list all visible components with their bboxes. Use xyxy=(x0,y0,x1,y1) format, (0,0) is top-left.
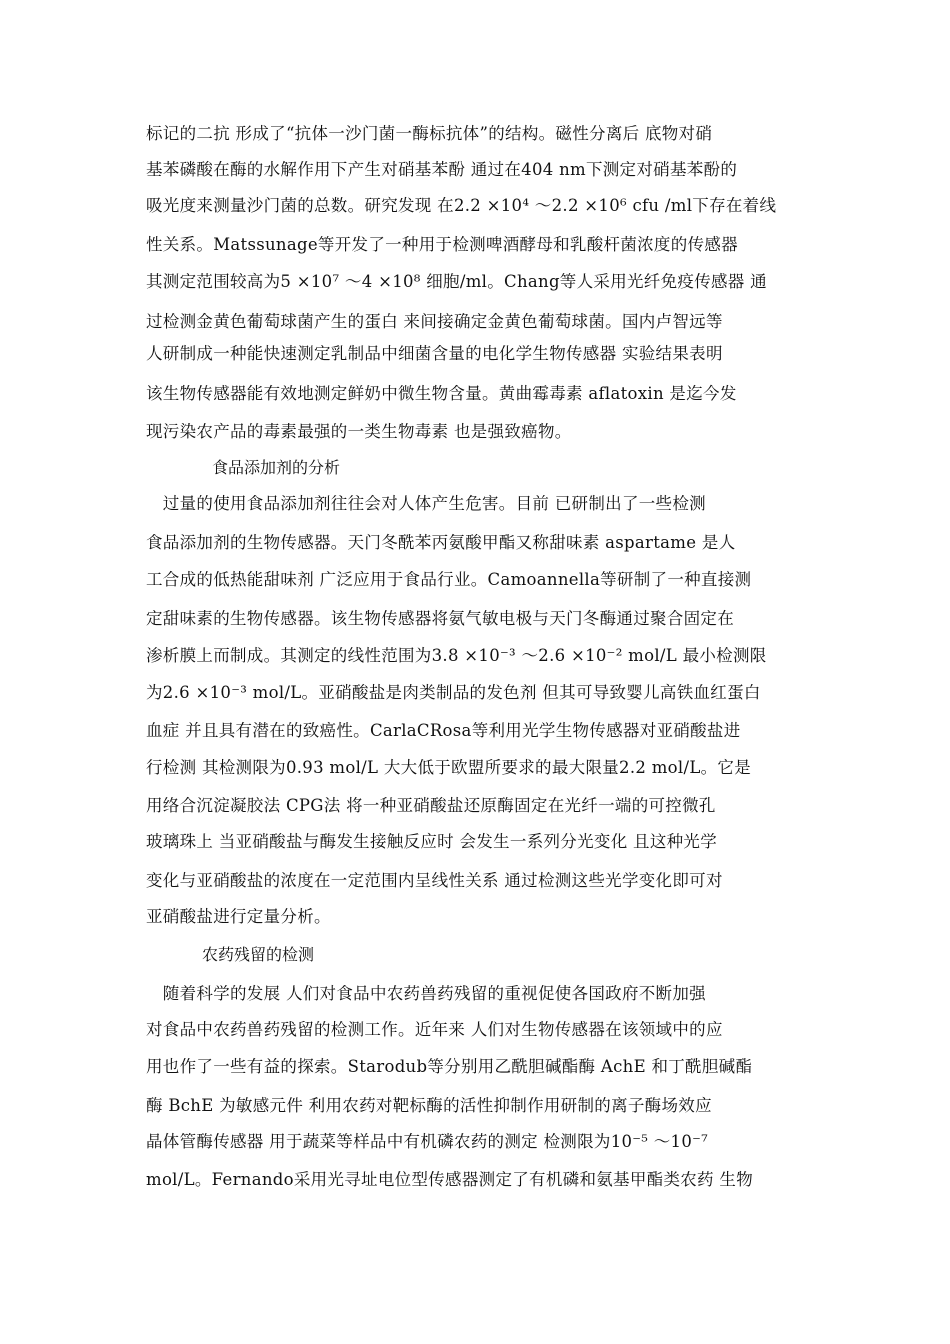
text-line: 人研制成一种能快速测定乳制品中细菌含量的电化学生物传感器 实验结果表明 xyxy=(146,344,723,363)
text-line: 其测定范围较高为5 ×10⁷ ～4 ×10⁸ 细胞/ml。Chang等人采用光纤免疫传感器 通 xyxy=(146,272,767,291)
text-line: 酶 BchE 为敏感元件 利用农药对靶标酶的活性抑制作用研制的离子酶场效应 xyxy=(146,1096,712,1115)
text-line: 变化与亚硝酸盐的浓度在一定范围内呈线性关系 通过检测这些光学变化即可对 xyxy=(146,871,723,890)
text-line: 玻璃珠上 当亚硝酸盐与酶发生接触反应时 会发生一系列分光变化 且这种光学 xyxy=(146,832,718,851)
text-line: 对食品中农药兽药残留的检测工作。近年来 人们对生物传感器在该领域中的应 xyxy=(146,1020,723,1039)
text-line: 基苯磷酸在酶的水解作用下产生对硝基苯酚 通过在404 nm下测定对硝基苯酚的 xyxy=(146,160,738,179)
text-line: 行检测 其检测限为0.93 mol/L 大大低于欧盟所要求的最大限量2.2 mol/L。它是 xyxy=(146,758,752,777)
text-line: 现污染农产品的毒素最强的一类生物毒素 也是强致癌物。 xyxy=(146,422,572,441)
text-line: 亚硝酸盐进行定量分析。 xyxy=(146,907,331,926)
text-line: mol/L。Fernando采用光寻址电位型传感器测定了有机磷和氨基甲酯类农药 生物 xyxy=(146,1170,754,1189)
text-line: 过检测金黄色葡萄球菌产生的蛋白 来间接确定金黄色葡萄球菌。国内卢智远等 xyxy=(146,312,723,331)
text-line: 用也作了一些有益的探索。Starodub等分别用乙酰胆碱酯酶 AchE 和丁酰胆碱酯 xyxy=(146,1057,753,1076)
text-line: 该生物传感器能有效地测定鲜奶中微生物含量。黄曲霉毒素 aflatoxin 是迄今发 xyxy=(146,384,737,403)
text-line: 为2.6 ×10⁻³ mol/L。亚硝酸盐是肉类制品的发色剂 但其可导致婴儿高铁血红蛋白 xyxy=(146,683,761,702)
text-line: 随着科学的发展 人们对食品中农药兽药残留的重视促使各国政府不断加强 xyxy=(146,984,706,1003)
text-line: 用络合沉淀凝胶法 CPG法 将一种亚硝酸盐还原酶固定在光纤一端的可控微孔 xyxy=(146,796,716,815)
text-line: 食品添加剂的生物传感器。天门冬酰苯丙氨酸甲酯又称甜味素 aspartame 是人 xyxy=(146,533,736,552)
section-heading-food-additive: 食品添加剂的分析 xyxy=(212,458,341,477)
text-line: 性关系。Matssunage等开发了一种用于检测啤酒酵母和乳酸杆菌浓度的传感器 xyxy=(146,235,738,254)
text-line: 吸光度来测量沙门菌的总数。研究发现 在2.2 ×10⁴ ～2.2 ×10⁶ cfu /ml下存在着线 xyxy=(146,196,777,215)
text-line: 过量的使用食品添加剂往往会对人体产生危害。目前 已研制出了一些检测 xyxy=(146,494,706,513)
text-line: 定甜味素的生物传感器。该生物传感器将氨气敏电极与天门冬酶通过聚合固定在 xyxy=(146,609,734,628)
text-line: 晶体管酶传感器 用于蔬菜等样品中有机磷农药的测定 检测限为10⁻⁵ ～10⁻⁷ xyxy=(146,1132,709,1151)
section-heading-pesticide: 农药残留的检测 xyxy=(202,945,315,964)
text-line: 标记的二抗 形成了“抗体一沙门菌一酶标抗体”的结构。磁性分离后 底物对硝 xyxy=(146,124,713,143)
text-line: 血症 并且具有潜在的致癌性。CarlaCRosa等利用光学生物传感器对亚硝酸盐进 xyxy=(146,721,741,740)
text-line: 工合成的低热能甜味剂 广泛应用于食品行业。Camoannella等研制了一种直接测 xyxy=(146,570,752,589)
text-line: 渗析膜上而制成。其测定的线性范围为3.8 ×10⁻³ ～2.6 ×10⁻² mol/L 最小检测限 xyxy=(146,646,767,665)
